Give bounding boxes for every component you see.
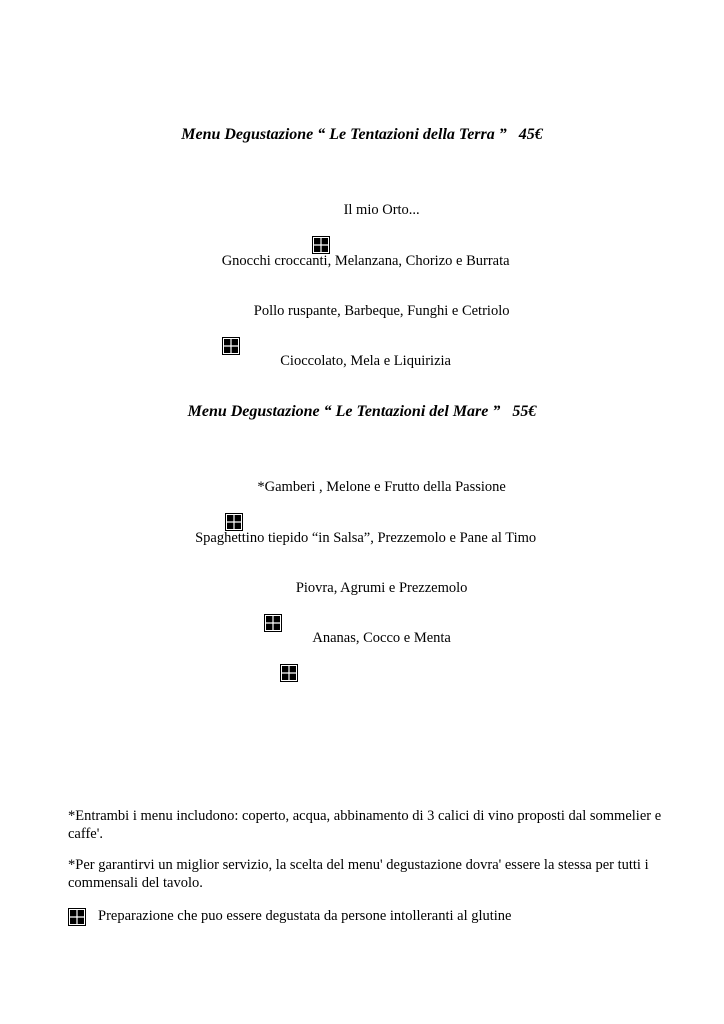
menu-mare-course-3 (0, 561, 724, 598)
menu-mare-title: Menu Degustazione “ Le Tentazioni del Mare ” 55€ (187, 403, 537, 420)
menu-terra-course-1 (0, 183, 724, 220)
note-gluten-legend: Preparazione che puo essere degustata da persone intolleranti al glutine (98, 908, 512, 924)
gluten-free-icon (280, 628, 298, 646)
menu-terra-course-3 (0, 284, 724, 321)
note-included: *Entrambi i menu includono: coperto, acqua, abbinamento di 3 calici di vino proposti dal sommelier e caffe'. (68, 808, 662, 842)
menu-mare-course-1 (0, 460, 724, 497)
menu-mare-course-4 (0, 611, 724, 648)
course-text: Piovra, Agrumi e Prezzemolo (295, 580, 468, 596)
gluten-free-icon (225, 477, 243, 495)
course-text: *Gamberi , Melone e Frutto della Passione (257, 479, 506, 495)
course-text: Ananas, Cocco e Menta (312, 630, 451, 646)
menu-terra-course-2 (0, 234, 724, 270)
gluten-free-icon (264, 578, 282, 596)
gluten-free-icon (68, 908, 86, 926)
course-text: Cioccolato, Mela e Liquirizia (280, 353, 451, 369)
gluten-free-icon (312, 200, 330, 218)
course-text: Il mio Orto... (343, 202, 420, 218)
gluten-free-icon (222, 301, 240, 319)
course-text: Spaghettino tiepido “in Salsa”, Prezzemolo e Pane al Timo (195, 530, 537, 546)
note-same-menu: *Per garantirvi un miglior servizio, la scelta del menu' degustazione dovra' essere la stessa per tutti i commensali del tavolo. (68, 857, 649, 891)
course-text: Gnocchi croccanti, Melanzana, Chorizo e Burrata (221, 253, 510, 269)
menu-terra-title: Menu Degustazione “ Le Tentazioni della Terra ” 45€ (181, 126, 543, 143)
menu-mare-course-2 (0, 511, 724, 547)
menu-terra-course-4 (0, 334, 724, 370)
course-text: Pollo ruspante, Barbeque, Funghi e Cetriolo (253, 303, 510, 319)
